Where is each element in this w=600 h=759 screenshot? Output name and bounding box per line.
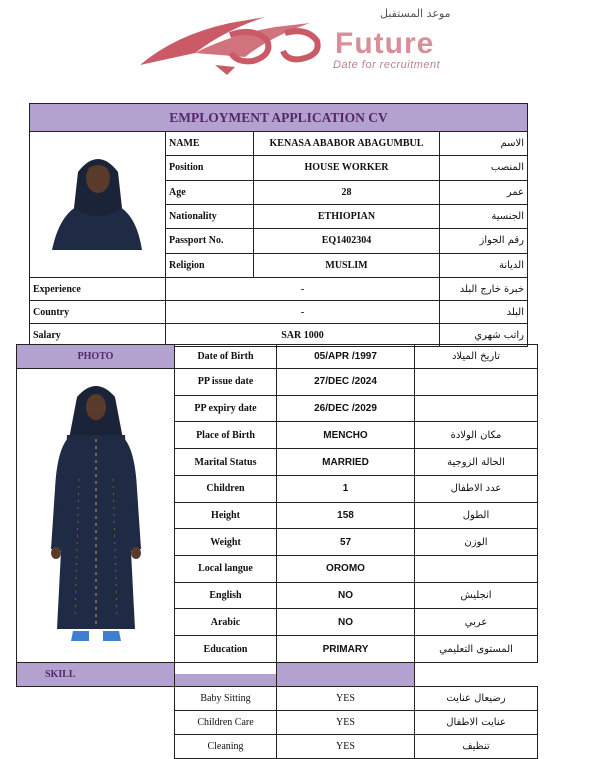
table-row <box>17 711 538 735</box>
row-label: Passport No. <box>166 229 254 253</box>
table-row <box>30 132 528 156</box>
skill-header-bar <box>175 663 277 687</box>
skill-label: Cleaning <box>175 735 277 759</box>
logo-wordmark: Future <box>335 27 435 60</box>
row-arabic: الاسم <box>440 132 528 156</box>
row-value: 57 <box>277 529 415 556</box>
row-arabic: المنصب <box>440 156 528 180</box>
row-label: NAME <box>166 132 254 156</box>
row-value: NO <box>277 609 415 636</box>
photo-header: PHOTO <box>17 345 175 369</box>
row-arabic: البلد <box>440 301 528 324</box>
row-value: MARRIED <box>277 449 415 476</box>
table-row <box>17 687 538 711</box>
row-label: Height <box>175 502 277 529</box>
company-logo <box>135 5 510 77</box>
row-value: - <box>166 278 440 301</box>
skill-arabic: عنايت الاطفال <box>415 711 538 735</box>
row-value: PRIMARY <box>277 636 415 663</box>
skill-value: YES <box>277 711 415 735</box>
full-body-photo-icon <box>17 369 175 659</box>
portrait-icon <box>30 132 166 274</box>
row-label: Age <box>166 180 254 204</box>
row-value: 26/DEC /2029 <box>277 395 415 422</box>
row-value: ETHIOPIAN <box>254 204 440 228</box>
row-label: Marital Status <box>175 449 277 476</box>
row-label: Position <box>166 156 254 180</box>
row-label: Children <box>175 475 277 502</box>
row-arabic: عربي <box>415 609 538 636</box>
row-value: 27/DEC /2024 <box>277 369 415 396</box>
row-arabic: عدد الاطفال <box>415 475 538 502</box>
row-arabic: مكان الولادة <box>415 422 538 449</box>
row-arabic <box>415 369 538 396</box>
table-row <box>17 345 538 369</box>
row-arabic: تاريخ الميلاد <box>415 345 538 369</box>
table-row <box>17 369 538 396</box>
row-label: Experience <box>30 278 166 301</box>
portrait-photo <box>30 132 166 278</box>
row-arabic: الوزن <box>415 529 538 556</box>
row-label: Arabic <box>175 609 277 636</box>
row-label: Place of Birth <box>175 422 277 449</box>
row-value: - <box>166 301 440 324</box>
row-label: Nationality <box>166 204 254 228</box>
table-row <box>30 278 528 301</box>
row-label: Date of Birth <box>175 345 277 369</box>
row-value: 158 <box>277 502 415 529</box>
table-row <box>17 663 538 687</box>
row-arabic: الجنسية <box>440 204 528 228</box>
row-label: PP expiry date <box>175 395 277 422</box>
row-arabic: عمر <box>440 180 528 204</box>
row-label: Religion <box>166 253 254 277</box>
row-label: Local langue <box>175 556 277 583</box>
row-value: EQ1402304 <box>254 229 440 253</box>
skill-header-fill <box>277 663 415 687</box>
row-label: English <box>175 582 277 609</box>
skill-value: YES <box>277 687 415 711</box>
row-arabic: الديانة <box>440 253 528 277</box>
skill-label: Baby Sitting <box>175 687 277 711</box>
row-value: 28 <box>254 180 440 204</box>
cv-title: EMPLOYMENT APPLICATION CV <box>30 104 528 132</box>
logo-tagline: Date for recruitment <box>333 59 441 71</box>
row-value: KENASA ABABOR ABAGUMBUL <box>254 132 440 156</box>
row-label: Education <box>175 636 277 663</box>
skill-arabic: تنظيف <box>415 735 538 759</box>
row-value: MENCHO <box>277 422 415 449</box>
row-value: NO <box>277 582 415 609</box>
cv-summary-table <box>29 103 528 347</box>
row-arabic <box>415 556 538 583</box>
row-value: MUSLIM <box>254 253 440 277</box>
row-arabic: الطول <box>415 502 538 529</box>
row-value: OROMO <box>277 556 415 583</box>
row-label: Weight <box>175 529 277 556</box>
row-label: Salary <box>30 324 166 347</box>
skill-header: SKILL <box>17 663 175 687</box>
full-body-photo <box>17 369 175 663</box>
skill-value: YES <box>277 735 415 759</box>
row-arabic <box>415 395 538 422</box>
skill-label: Children Care <box>175 711 277 735</box>
row-label: Country <box>30 301 166 324</box>
logo-arabic-text: موعد المستقبل <box>380 7 451 20</box>
row-arabic: المستوى التعليمي <box>415 636 538 663</box>
row-label: PP issue date <box>175 369 277 396</box>
row-arabic: راتب شهري <box>440 324 528 347</box>
logo-mark-icon <box>135 5 355 77</box>
table-row <box>30 301 528 324</box>
row-arabic: الحالة الزوجية <box>415 449 538 476</box>
details-table <box>16 344 538 759</box>
row-value: SAR 1000 <box>166 324 440 347</box>
row-value: HOUSE WORKER <box>254 156 440 180</box>
row-arabic: خبرة خارج البلد <box>440 278 528 301</box>
row-value: 1 <box>277 475 415 502</box>
row-value: 05/APR /1997 <box>277 345 415 369</box>
skill-arabic: رضيعال عنايت <box>415 687 538 711</box>
row-arabic: انجليش <box>415 582 538 609</box>
row-arabic: رقم الجواز <box>440 229 528 253</box>
